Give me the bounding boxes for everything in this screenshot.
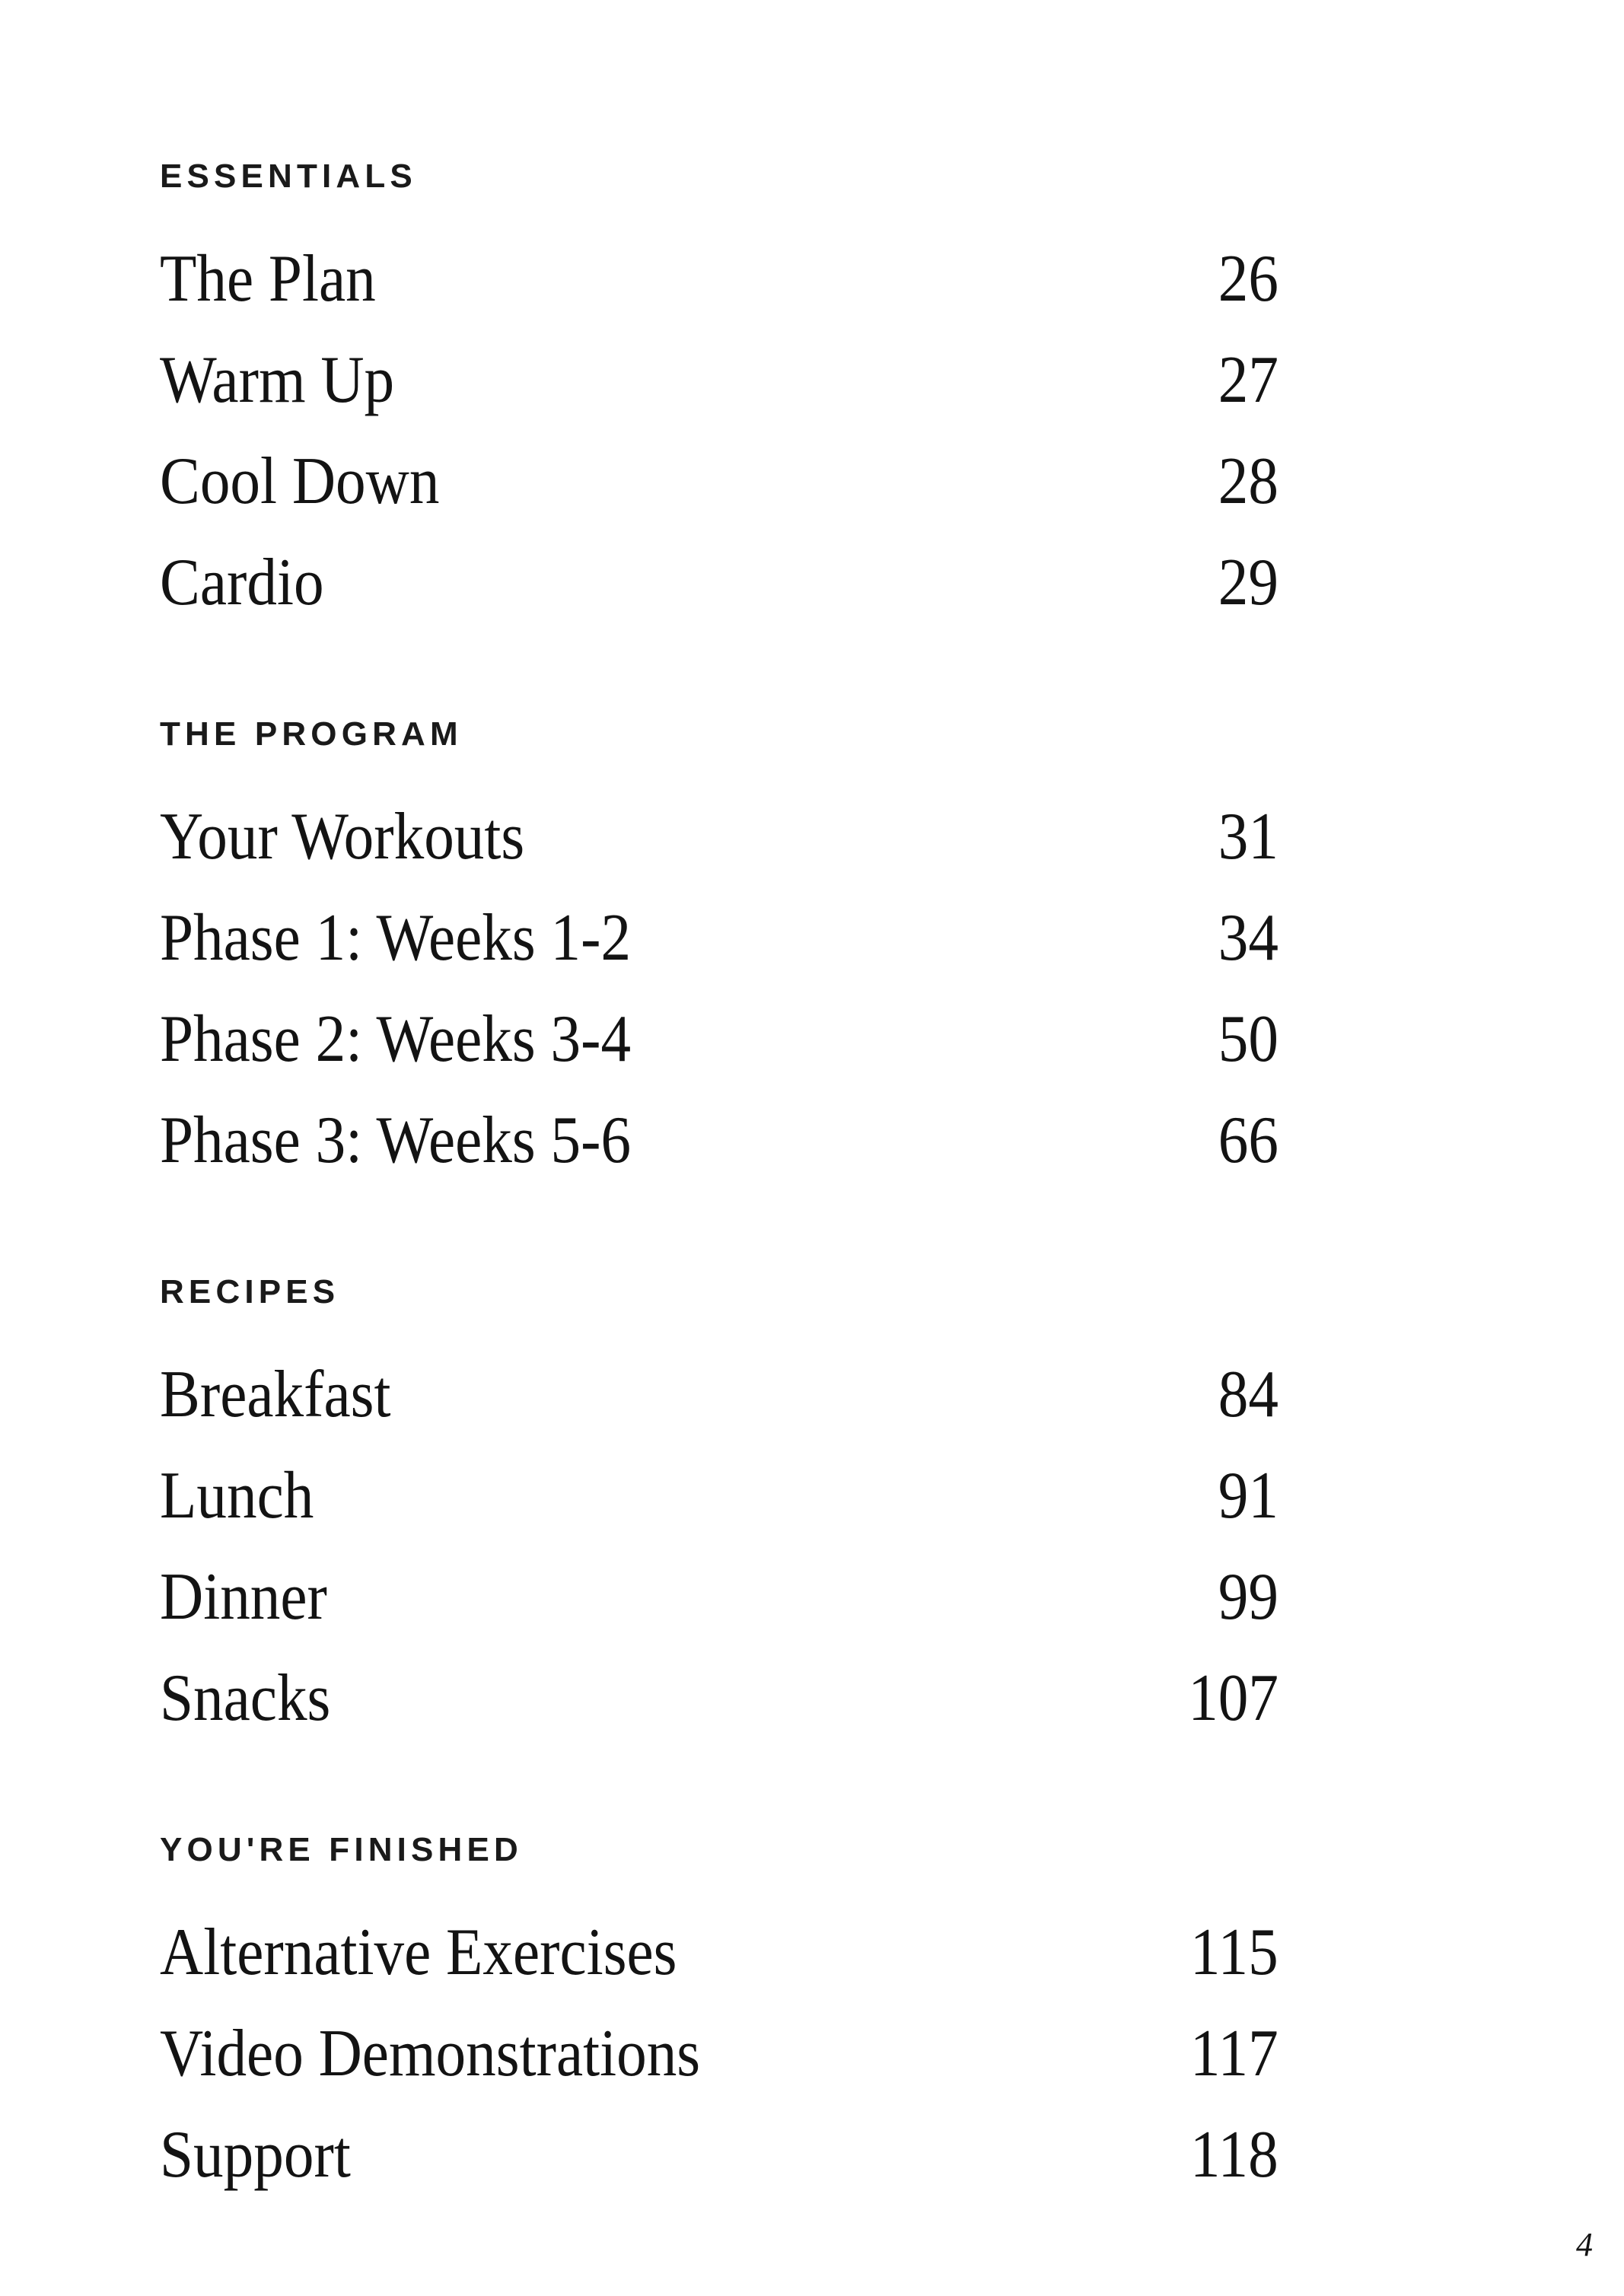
page-number-folio: 4 [1576,2226,1593,2263]
toc-row [160,444,1279,518]
toc-row [160,800,1279,874]
toc-page-number: 99 [1218,1560,1279,1634]
toc-page-number: 91 [1218,1459,1279,1533]
toc-page-number: 34 [1218,901,1279,975]
toc-item-label: Support [160,2118,351,2192]
toc-item-label: Your Workouts [160,800,525,874]
toc-item-label: Snacks [160,1661,331,1735]
toc-row [160,1002,1279,1076]
toc-item-label: Cardio [160,546,324,619]
toc-page-number: 27 [1218,343,1279,417]
toc-row [160,343,1279,417]
toc-item-label: Breakfast [160,1358,391,1431]
section-header: ESSENTIALS [160,158,417,195]
toc-item-label: The Plan [160,242,376,316]
toc-page-number: 117 [1190,2017,1279,2091]
toc-row [160,242,1279,316]
toc-row [160,546,1279,619]
toc-page-number: 28 [1218,444,1279,518]
toc-row [160,1459,1279,1533]
toc-item-label: Video Demonstrations [160,2017,701,2091]
toc-row [160,1103,1279,1177]
toc-item-label: Cool Down [160,444,440,518]
toc-page-number: 29 [1218,546,1279,619]
toc-page-number: 115 [1190,1915,1279,1989]
toc-item-label: Lunch [160,1459,314,1533]
toc-row [160,1915,1279,1989]
toc-row [160,2017,1279,2091]
toc-row [160,2118,1279,2192]
toc-row [160,1358,1279,1431]
toc-item-label: Alternative Exercises [160,1915,677,1989]
toc-section-the-program [160,715,1279,1177]
toc-page-number: 84 [1218,1358,1279,1431]
section-header: THE PROGRAM [160,715,463,753]
toc-item-label: Phase 2: Weeks 3-4 [160,1002,632,1076]
section-header: RECIPES [160,1273,340,1310]
toc-section-essentials [160,158,1279,619]
toc-page-number: 107 [1188,1661,1279,1735]
toc-item-label: Phase 3: Weeks 5-6 [160,1103,632,1177]
toc-item-label: Dinner [160,1560,327,1634]
toc-page-number: 66 [1218,1103,1279,1177]
toc-section-youre-finished [160,1831,1279,2192]
toc-section-recipes [160,1273,1279,1735]
toc-row [160,901,1279,975]
table-of-contents [160,158,1279,2192]
toc-page-number: 50 [1218,1002,1279,1076]
section-header: YOU'RE FINISHED [160,1831,523,1868]
toc-page-number: 118 [1190,2118,1279,2192]
toc-row [160,1560,1279,1634]
toc-item-label: Warm Up [160,343,395,417]
toc-page-number: 26 [1218,242,1279,316]
toc-row [160,1661,1279,1735]
toc-item-label: Phase 1: Weeks 1-2 [160,901,632,975]
toc-page-number: 31 [1218,800,1279,874]
